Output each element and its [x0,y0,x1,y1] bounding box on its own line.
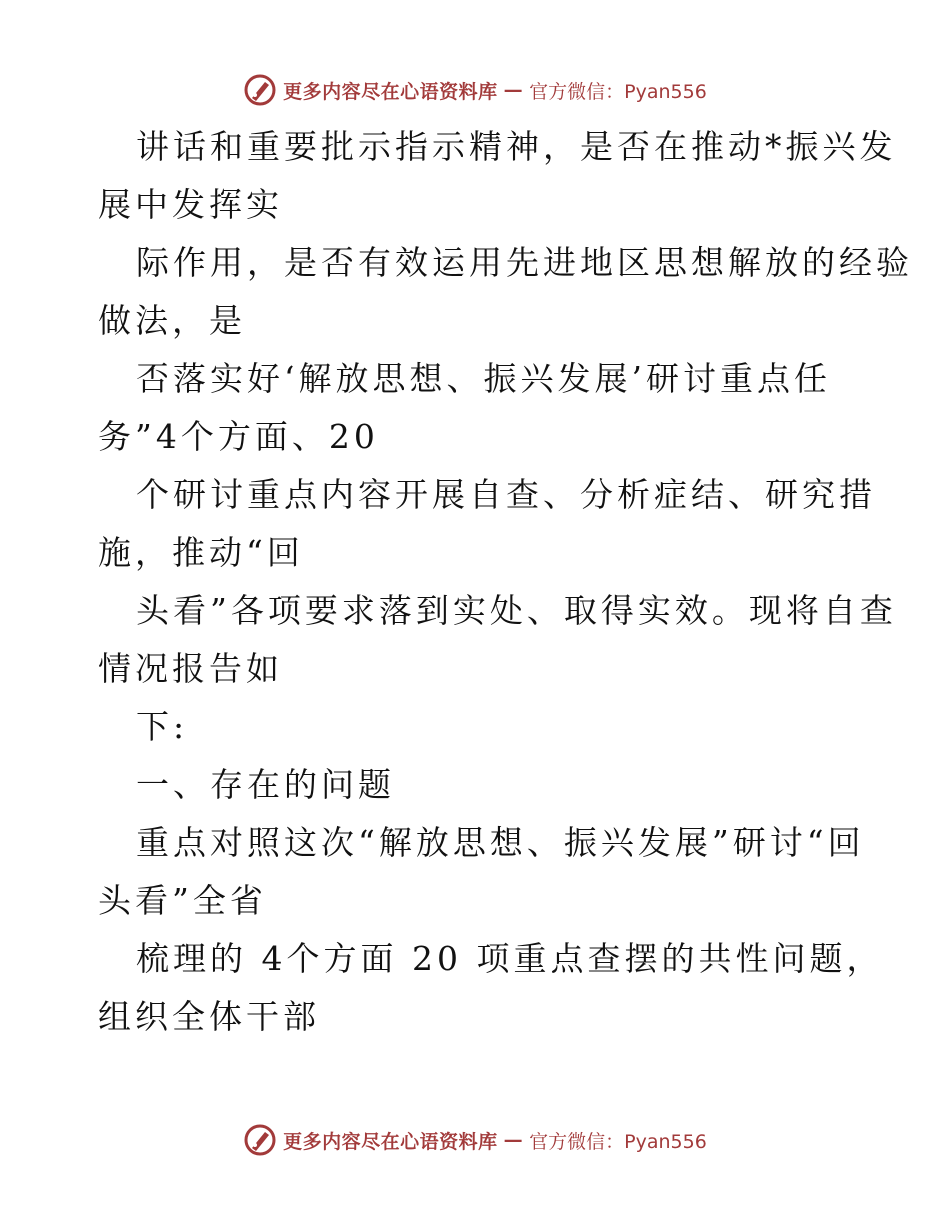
text-line: 情况报告如 [98,649,283,688]
banner-site-text: 更多内容尽在心语资料库 [283,80,498,103]
banner-wechat-id: 官方微信：Pyan556 [529,1130,707,1153]
text-line: 讲话和重要批示指示精神，是否在推动*振兴发 [136,127,897,166]
text-line: 个研讨重点内容开展自查、分析症结、研究措 [136,475,876,514]
page-footer-banner [0,1120,950,1160]
text-line: 头看”各项要求落到实处、取得实效。现将自查 [136,591,897,630]
pen-logo-icon [243,1123,277,1157]
text-line: 组织全体干部 [98,997,320,1036]
text-line: 施，推动“回 [98,533,304,572]
banner-wechat-id: 官方微信：Pyan556 [529,80,707,103]
page-header-banner [0,70,950,110]
text-line: 下: [136,707,189,746]
banner-dash: — [503,1129,524,1151]
text-line: 重点对照这次“解放思想、振兴发展”研讨“回 [136,823,865,862]
section-heading: 一、存在的问题 [136,765,395,804]
text-line: 否落实好‘解放思想、振兴发展’研讨重点任 [136,359,831,398]
text-line: 务”4个方面、20 [98,417,379,456]
banner-site-text: 更多内容尽在心语资料库 [283,1130,498,1153]
document-body [98,118,913,1046]
pen-logo-icon [243,73,277,107]
text-line: 头看”全省 [98,881,267,920]
banner-dash: — [503,79,524,101]
text-line: 梳理的 4个方面 20 项重点查摆的共性问题， [136,939,884,978]
text-line: 做法，是 [98,301,246,340]
text-line: 际作用，是否有效运用先进地区思想解放的经验 [136,243,913,282]
text-line: 展中发挥实 [98,185,283,224]
